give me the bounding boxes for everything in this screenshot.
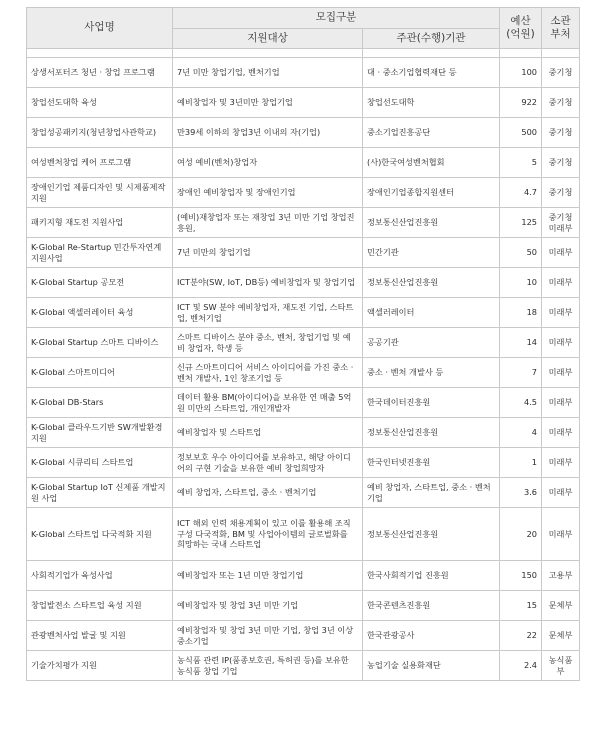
cell-business-name: K-Global 스타트업 다국적화 지원 [27,508,173,561]
cell-business-name: 장애인기업 제품디자인 및 시제품제작지원 [27,178,173,208]
table-header [27,8,580,58]
table-row [27,388,580,418]
cell-budget: 125 [500,208,542,238]
table-row [27,118,580,148]
cell-host-org: 정보통신산업진흥원 [363,508,500,561]
header-dept-line2: 부처 [550,28,571,40]
cell-dept: 미래부 [542,508,580,561]
cell-host-org: 민간기관 [363,238,500,268]
cell-budget: 7 [500,358,542,388]
table-row [27,88,580,118]
cell-budget: 2.4 [500,651,542,681]
cell-business-name: K-Global 액셀러레이터 육성 [27,298,173,328]
cell-host-org: 창업선도대학 [363,88,500,118]
header-dept-line1: 소관 [550,14,571,27]
cell-host-org: 한국관광공사 [363,621,500,651]
cell-dept: 고용부 [542,561,580,591]
table-row [27,208,580,238]
cell-host-org: 공공기관 [363,328,500,358]
cell-dept: 미래부 [542,328,580,358]
cell-host-org: 장애인기업종합지원센터 [363,178,500,208]
table-row [27,478,580,508]
cell-dept: 중기청 [542,58,580,88]
cell-business-name: 사회적기업가 육성사업 [27,561,173,591]
cell-support-target: 데이터 활용 BM(아이디어)을 보유한 연 매출 5억원 미만의 스타트업, 개인개발자 [173,388,363,418]
table-row [27,328,580,358]
cell-support-target: (예비)재창업자 또는 재창업 3년 미만 기업 창업진흥원, [173,208,363,238]
cell-host-org: 중소 · 벤처 개발사 등 [363,358,500,388]
cell-business-name: 창업성공패키지(청년창업사관학교) [27,118,173,148]
cell-support-target: 예비창업자 및 스타트업 [173,418,363,448]
cell-dept: 미래부 [542,478,580,508]
cell-dept: 농식품부 [542,651,580,681]
cell-host-org: 정보통신산업진흥원 [363,208,500,238]
table-row [27,621,580,651]
cell-budget: 14 [500,328,542,358]
cell-support-target: 예비창업자 또는 1년 미만 창업기업 [173,561,363,591]
cell-host-org: 한국인터넷진흥원 [363,448,500,478]
cell-business-name: K-Global Startup IoT 신제품 개발지원 사업 [27,478,173,508]
cell-business-name: K-Global DB-Stars [27,388,173,418]
cell-business-name: 기술가치평가 지원 [27,651,173,681]
cell-support-target: 정보보호 우수 아이디어를 보유하고, 해당 아이디어의 구현 기술을 보유한 예비 창업희망자 [173,448,363,478]
cell-dept: 중기청 [542,118,580,148]
cell-budget: 100 [500,58,542,88]
cell-budget: 20 [500,508,542,561]
table-row [27,298,580,328]
cell-dept: 중기청 [542,88,580,118]
cell-host-org: 농업기술 실용화재단 [363,651,500,681]
cell-dept: 미래부 [542,448,580,478]
cell-support-target: 예비창업자 및 창업 3년 미만 기업 [173,591,363,621]
table-row [27,448,580,478]
header-spacer-row [27,49,580,58]
header-budget-line2: (억원) [506,28,535,40]
table-row [27,268,580,298]
header-budget-line1: 예산 [510,14,531,27]
cell-budget: 15 [500,591,542,621]
header-budget [500,8,542,49]
cell-support-target: ICT 및 SW 분야 예비창업자, 재도전 기업, 스타트업, 벤처기업 [173,298,363,328]
cell-budget: 1 [500,448,542,478]
table-row [27,238,580,268]
cell-host-org: 한국데이터진흥원 [363,388,500,418]
cell-support-target: 만39세 이하의 창업3년 이내의 자(기업) [173,118,363,148]
cell-dept: 중기청 [542,148,580,178]
spacer-cell [27,49,173,58]
cell-support-target: 7년 미만의 창업기업 [173,238,363,268]
cell-support-target: ICT 해외 인력 채용계획이 있고 이를 활용해 조직구성 다국적화, BM 및 사업아이템의 글로벌화를 희망하는 국내 스타트업 [173,508,363,561]
cell-budget: 922 [500,88,542,118]
cell-dept: 중기청 미래부 [542,208,580,238]
cell-dept: 중기청 [542,178,580,208]
cell-budget: 3.6 [500,478,542,508]
cell-business-name: 패키지형 재도전 지원사업 [27,208,173,238]
cell-business-name: K-Global 스마트미디어 [27,358,173,388]
cell-budget: 4.7 [500,178,542,208]
cell-budget: 150 [500,561,542,591]
cell-business-name: 창업선도대학 육성 [27,88,173,118]
cell-support-target: 스마트 디바이스 분야 중소, 벤처, 창업기업 및 예비 창업자, 학생 등 [173,328,363,358]
cell-business-name: 여성벤처창업 케어 프로그램 [27,148,173,178]
cell-support-target: 예비 창업자, 스타트업, 중소 · 벤처기업 [173,478,363,508]
spacer-cell [542,49,580,58]
cell-dept: 문체부 [542,591,580,621]
table-row [27,508,580,561]
cell-budget: 500 [500,118,542,148]
cell-support-target: 예비창업자 및 창업 3년 미만 기업, 창업 3년 이상 중소기업 [173,621,363,651]
cell-support-target: 예비창업자 및 3년미만 창업기업 [173,88,363,118]
cell-budget: 22 [500,621,542,651]
header-business-name: 사업명 [27,8,173,49]
cell-host-org: 중소기업진흥공단 [363,118,500,148]
cell-business-name: K-Global 시큐리티 스타트업 [27,448,173,478]
table-row [27,58,580,88]
cell-host-org: 정보통신산업진흥원 [363,418,500,448]
table-row [27,358,580,388]
cell-support-target: 7년 미만 창업기업, 벤처기업 [173,58,363,88]
cell-host-org: 한국콘텐츠진흥원 [363,591,500,621]
cell-dept: 문체부 [542,621,580,651]
cell-support-target: ICT분야(SW, IoT, DB등) 예비창업자 및 창업기업 [173,268,363,298]
cell-dept: 미래부 [542,388,580,418]
header-host-org: 주관(수행)기관 [363,29,500,49]
cell-dept: 미래부 [542,298,580,328]
table-body [27,58,580,681]
table-row [27,591,580,621]
cell-dept: 미래부 [542,358,580,388]
cell-business-name: K-Global Startup 스마트 디바이스 [27,328,173,358]
header-support-target: 지원대상 [173,29,363,49]
cell-business-name: K-Global Re-Startup 민간투자연계 지원사업 [27,238,173,268]
cell-support-target: 장애인 예비창업자 및 장애인기업 [173,178,363,208]
cell-budget: 10 [500,268,542,298]
cell-budget: 4.5 [500,388,542,418]
table-row [27,418,580,448]
header-recruit-category: 모집구분 [173,8,500,29]
cell-dept: 미래부 [542,238,580,268]
header-dept [542,8,580,49]
cell-budget: 5 [500,148,542,178]
cell-host-org: 액셀러레이터 [363,298,500,328]
cell-budget: 50 [500,238,542,268]
cell-dept: 미래부 [542,268,580,298]
cell-business-name: K-Global 클라우드기반 SW개발환경지원 [27,418,173,448]
cell-support-target: 신규 스마트미디어 서비스 아이디어를 가진 중소 · 벤처 개발사, 1인 창조기업 등 [173,358,363,388]
cell-host-org: 대 · 중소기업협력재단 등 [363,58,500,88]
cell-host-org: 한국사회적기업 진흥원 [363,561,500,591]
cell-host-org: 예비 창업자, 스타트업, 중소 · 벤처기업 [363,478,500,508]
cell-business-name: K-Global Startup 공모전 [27,268,173,298]
cell-business-name: 관광벤처사업 발굴 및 지원 [27,621,173,651]
spacer-cell [363,49,500,58]
table-row [27,561,580,591]
spacer-cell [173,49,363,58]
table-row [27,651,580,681]
cell-business-name: 창업발전소 스타트업 육성 지원 [27,591,173,621]
cell-budget: 4 [500,418,542,448]
cell-host-org: (사)한국여성벤처협회 [363,148,500,178]
business-table [26,7,580,681]
cell-business-name: 상생서포터즈 청년 · 창업 프로그램 [27,58,173,88]
cell-support-target: 농식품 관련 IP(품종보호권, 특허권 등)를 보유한 농식품 창업 기업 [173,651,363,681]
cell-budget: 18 [500,298,542,328]
table-row [27,178,580,208]
cell-support-target: 여성 예비(벤처)창업자 [173,148,363,178]
cell-host-org: 정보통신산업진흥원 [363,268,500,298]
table-row [27,148,580,178]
spacer-cell [500,49,542,58]
cell-dept: 미래부 [542,418,580,448]
